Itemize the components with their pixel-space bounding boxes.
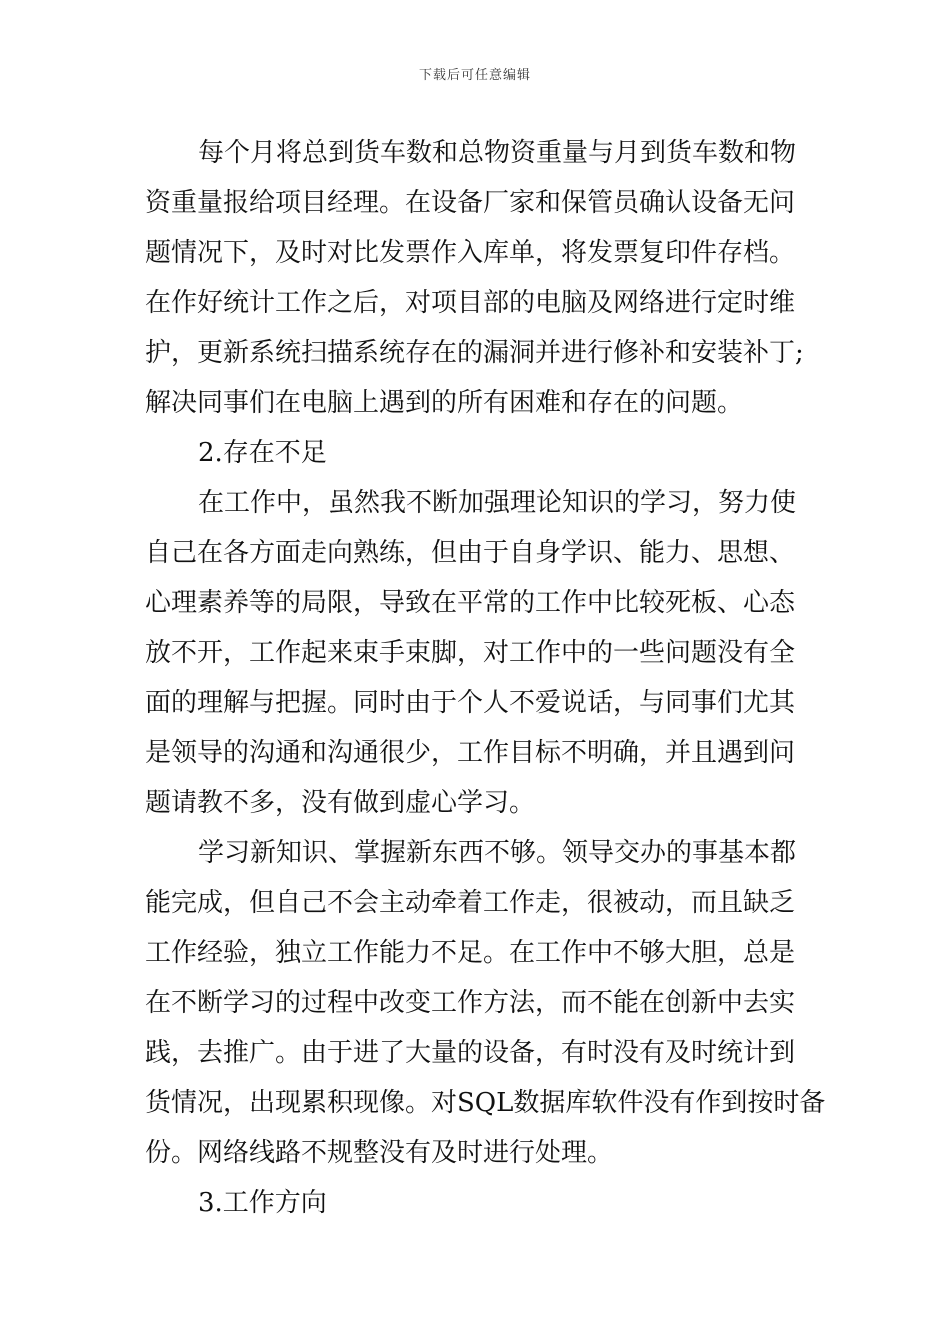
paragraph-line: 是领导的沟通和沟通很少，工作目标不明确，并且遇到问 [145, 738, 796, 768]
paragraph-line: 自己在各方面走向熟练，但由于自身学识、能力、思想、 [145, 538, 796, 568]
paragraph-line: 在作好统计工作之后，对项目部的电脑及网络进行定时维 [145, 288, 796, 318]
paragraph-line: 工作经验，独立工作能力不足。在工作中不够大胆，总是 [145, 938, 796, 968]
paragraph-line: 每个月将总到货车数和总物资重量与月到货车数和物 [198, 138, 797, 168]
paragraph-line: 在工作中，虽然我不断加强理论知识的学习，努力使 [198, 488, 797, 518]
paragraph-line: 在不断学习的过程中改变工作方法，而不能在创新中去实 [145, 988, 796, 1018]
paragraph-line: 践，去推广。由于进了大量的设备，有时没有及时统计到 [145, 1038, 796, 1068]
header-note: 下载后可任意编辑 [418, 68, 531, 83]
paragraph-line: 心理素养等的局限，导致在平常的工作中比较死板、心态 [145, 588, 796, 618]
document-body [145, 128, 826, 1228]
paragraph-line: 份。网络线路不规整没有及时进行处理。 [145, 1138, 614, 1168]
paragraph-line: 解决同事们在电脑上遇到的所有困难和存在的问题。 [145, 388, 744, 418]
paragraph-line: 题情况下，及时对比发票作入库单，将发票复印件存档。 [145, 238, 796, 268]
paragraph-line: 货情况，出现累积现像。对SQL数据库软件没有作到按时备 [145, 1088, 826, 1118]
section-heading: 2.存在不足 [198, 438, 327, 468]
paragraph-line: 面的理解与把握。同时由于个人不爱说话，与同事们尤其 [145, 688, 796, 718]
paragraph-line: 护，更新系统扫描系统存在的漏洞并进行修补和安装补丁; [145, 338, 804, 368]
paragraph-line: 学习新知识、掌握新东西不够。领导交办的事基本都 [198, 838, 797, 868]
paragraph-line: 放不开，工作起来束手束脚，对工作中的一些问题没有全 [145, 638, 796, 668]
paragraph-line: 题请教不多，没有做到虚心学习。 [145, 788, 536, 818]
paragraph-line: 能完成，但自己不会主动牵着工作走，很被动，而且缺乏 [145, 888, 796, 918]
section-heading: 3.工作方向 [198, 1188, 327, 1218]
paragraph-line: 资重量报给项目经理。在设备厂家和保管员确认设备无问 [145, 188, 796, 218]
